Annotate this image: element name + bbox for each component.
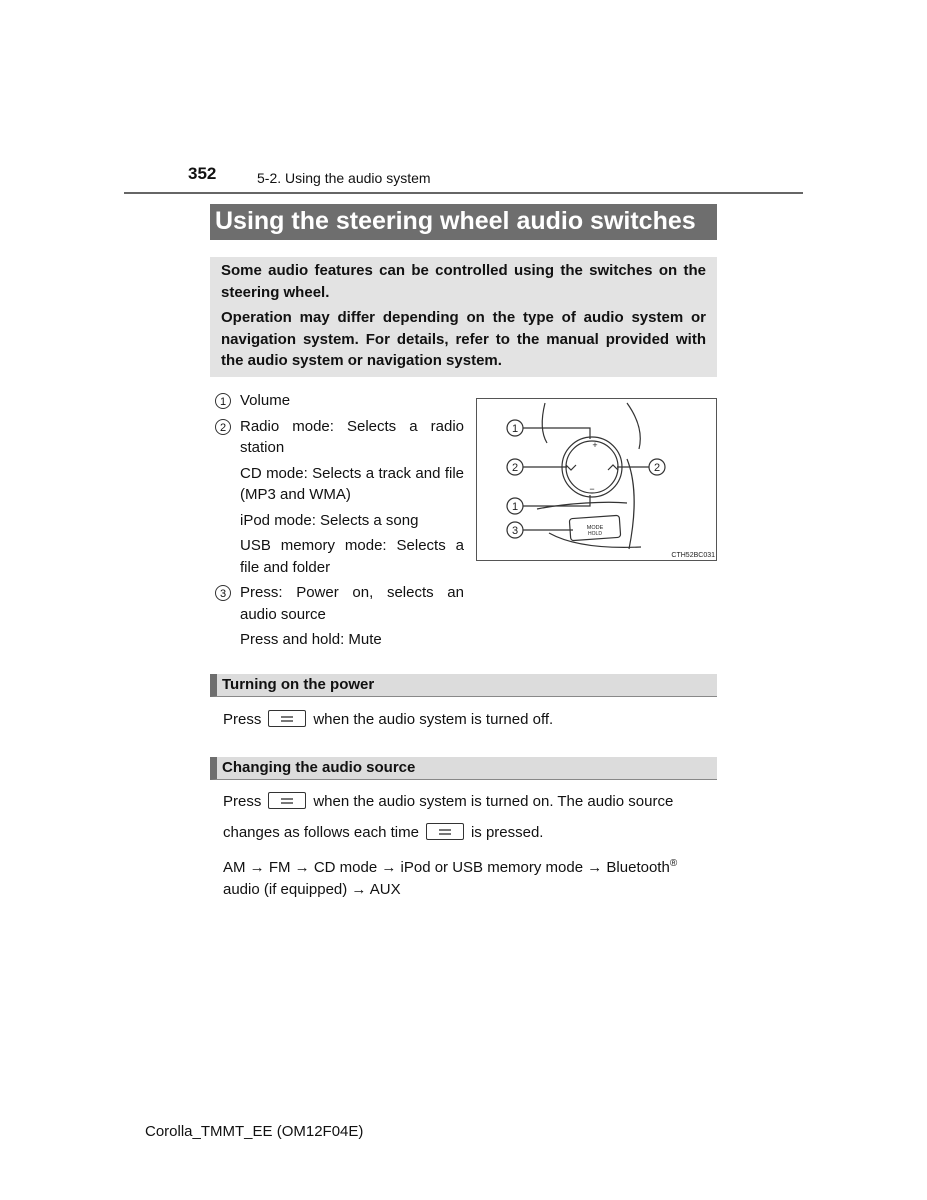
mode-button-icon [268, 710, 306, 727]
list-text: Press and hold: Mute [240, 631, 382, 648]
instruction-text: is pressed. [470, 824, 544, 841]
callout-label: 2 [653, 462, 661, 474]
page-title: Using the steering wheel audio switches [210, 204, 717, 240]
list-text: USB memory mode: Selects a file and folder [240, 537, 464, 576]
list-item [215, 390, 464, 412]
wheel-outline-line [627, 459, 634, 549]
list-text: Radio mode: Selects a radio station [240, 417, 464, 456]
list-text: Press: Power on, selects an audio source [240, 584, 464, 623]
callout-number: 3 [215, 585, 231, 601]
source-instruction-line-1 [223, 793, 715, 811]
page-number: 352 [188, 164, 217, 183]
steering-switch-drawing [477, 399, 716, 560]
intro-paragraph-1: Some audio features can be controlled using the switches on the steering wheel. [221, 262, 706, 301]
callout-label: 3 [511, 525, 519, 537]
instruction-text: when the audio system is turned on. The audio source [313, 793, 674, 810]
sequence-text: audio (if equipped) → AUX [223, 880, 401, 898]
source-instruction-line-2 [223, 824, 715, 842]
steering-switch-illustration [476, 398, 717, 561]
volume-down-label: − [589, 484, 595, 494]
list-item [215, 582, 464, 651]
mode-button-icon [426, 823, 464, 840]
list-text: iPod mode: Selects a song [240, 511, 419, 529]
volume-up-label: + [592, 440, 598, 450]
figure-code: CTH52BC031 [671, 552, 715, 559]
mode-button-icon [268, 792, 306, 809]
header-divider [124, 192, 803, 194]
subheading-turning-on-power: Turning on the power [210, 674, 717, 697]
chevron-down-icon [566, 465, 576, 470]
section-breadcrumb: 5-2. Using the audio system [257, 170, 431, 186]
intro-paragraph-2: Operation may differ depending on the type of audio system or navigation system. For details, refer to the manual provided with the audio system or navigation system. [221, 309, 706, 369]
callout-number: 2 [215, 419, 231, 435]
list-text: CD mode: Selects a track and file (MP3 and WMA) [240, 464, 464, 503]
callout-number: 1 [215, 393, 231, 409]
list-item [215, 416, 464, 579]
callout-label: 2 [511, 462, 519, 474]
sequence-text: AM → FM → CD mode → iPod or USB memory mode → Bluetooth [223, 859, 670, 876]
wheel-outline-line [542, 403, 547, 443]
subheading-changing-source: Changing the audio source [210, 757, 717, 780]
intro-box [210, 257, 717, 377]
callout-label: 1 [511, 501, 519, 513]
instruction-text: Press [223, 711, 262, 728]
list-text: Volume [240, 392, 291, 409]
instruction-text: Press [223, 793, 262, 810]
instruction-text: when the audio system is turned off. [313, 711, 554, 728]
source-sequence [223, 853, 715, 900]
callout-label: 1 [511, 423, 519, 435]
switch-description-list [215, 390, 464, 655]
instruction-text: changes as follows each time [223, 824, 419, 841]
chevron-up-icon [608, 465, 618, 470]
hold-button-label: HOLD [588, 531, 602, 537]
footer-document-id: Corolla_TMMT_EE (OM12F04E) [145, 1123, 364, 1140]
registered-mark: ® [669, 858, 678, 869]
mode-button-label: MODE [586, 525, 604, 531]
power-instruction [223, 711, 715, 729]
wheel-outline-line [627, 403, 640, 449]
